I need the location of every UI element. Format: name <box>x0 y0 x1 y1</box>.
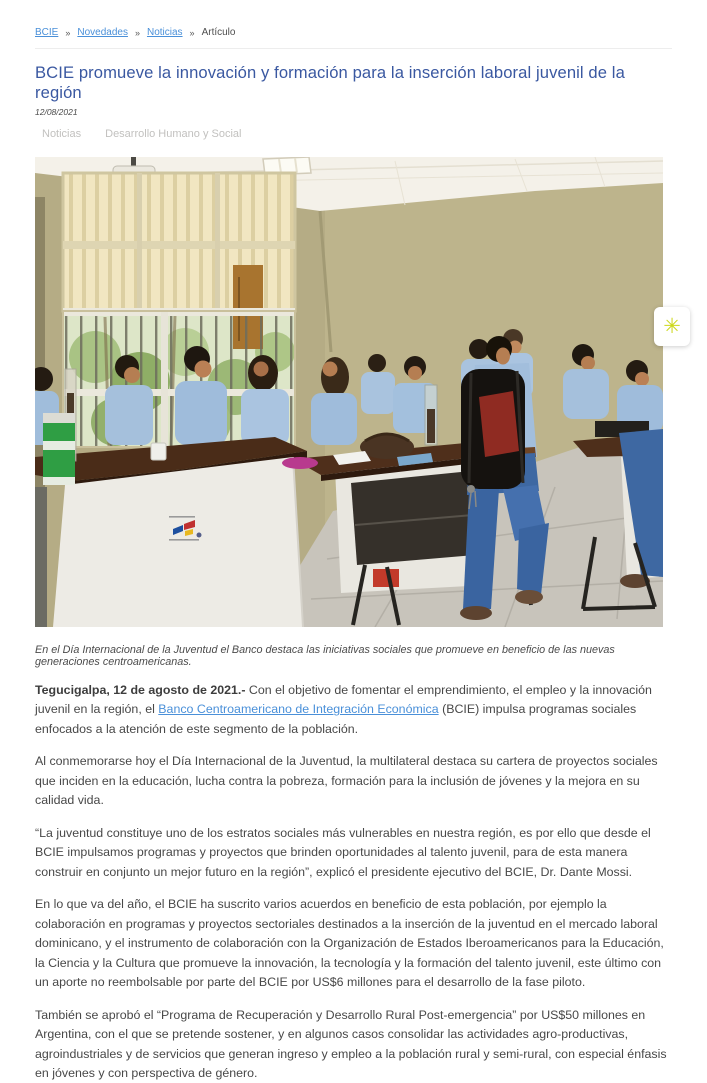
bcie-link[interactable]: Banco Centroamericano de Integración Económica <box>158 702 439 717</box>
breadcrumb-link-noticias[interactable]: Noticias <box>146 27 183 38</box>
article-date: 12/08/2021 <box>35 107 78 117</box>
breadcrumb-link-novedades[interactable]: Novedades <box>77 27 128 38</box>
breadcrumb-divider <box>35 48 672 49</box>
paragraph: También se aprobó el “Programa de Recuperación y Desarrollo Rural Post-emergencia” por US$50 millones en Argentina, con el que se pretende sostener, y en algunos casos consolidar las actividades agro-productivas, agroindustriales y de servicios que generan ingreso y empleo a la población rural y semi-rural, con especial énfasis en jóvenes y con perspectiva de género. <box>35 1007 667 1080</box>
accessibility-widget-button[interactable] <box>654 307 690 346</box>
breadcrumb-separator: » <box>65 27 71 38</box>
paragraph: En lo que va del año, el BCIE ha suscrito varios acuerdos en beneficio de esta población, por ejemplo la colaboración en programas y proyectos sectoriales destinados a la inserción de la juventud en el mercado laboral dominicano, y el instrumento de colaboración con la Organización de Estados Iberoamericanos para la Educación, la Ciencia y la Cultura que promueve la innovación, la tecnología y la formación del talento juvenil, este último con un aporte no reembolsable por parte del BCIE por US$6 millones para el desarrollo de la fase piloto. <box>35 897 664 990</box>
breadcrumb-separator: » <box>134 27 140 38</box>
paragraph: Al conmemorarse hoy el Día Internacional de la Juventud, la multilateral destaca su cartera de proyectos sociales que inciden en la educación, lucha contra la pobreza, formación para la inclusión de jóvenes y la mejora en su calidad vida. <box>35 754 658 808</box>
paragraph: “La juventud constituye uno de los estratos sociales más vulnerables en nuestra región, es por ello que desde el BCIE impulsamos programas y proyectos que brinden oportunidades al talento juvenil, para de esta manera construir en conjunto un mejor futuro en la región”, explicó el presidente ejecutivo del BCIE, Dr. Dante Mossi. <box>35 825 651 879</box>
tag-desarrollo-humano[interactable]: Desarrollo Humano y Social <box>105 128 242 140</box>
paragraph-text: (BCIE) impulsa programas sociales enfocados a la atención de este segmento de la población. <box>35 702 637 736</box>
paragraph-text: Con el objetivo de fomentar el emprendimiento, el empleo y la innovación juvenil en la región, el <box>35 683 652 717</box>
tag-noticias[interactable]: Noticias <box>42 128 82 140</box>
accessibility-asterisk-icon: ✳ <box>663 315 681 338</box>
article-photo <box>35 157 663 627</box>
breadcrumb-current: Artículo <box>201 27 236 38</box>
breadcrumb-link-bcie[interactable]: BCIE <box>35 27 59 38</box>
article-tags <box>35 128 672 140</box>
breadcrumb <box>35 0 672 38</box>
breadcrumb-separator: » <box>189 27 195 38</box>
dateline: Tegucigalpa, 12 de agosto de 2021.- <box>35 683 246 697</box>
classroom-photo-illustration <box>35 157 663 627</box>
paragraph-lead <box>35 681 672 739</box>
photo-caption: En el Día Internacional de la Juventud el Banco destaca las iniciativas sociales que promueve en beneficio de las nuevas generaciones centroamericanas. <box>35 644 615 668</box>
page-title: BCIE promueve la innovación y formación para la inserción laboral juvenil de la región <box>35 63 625 102</box>
